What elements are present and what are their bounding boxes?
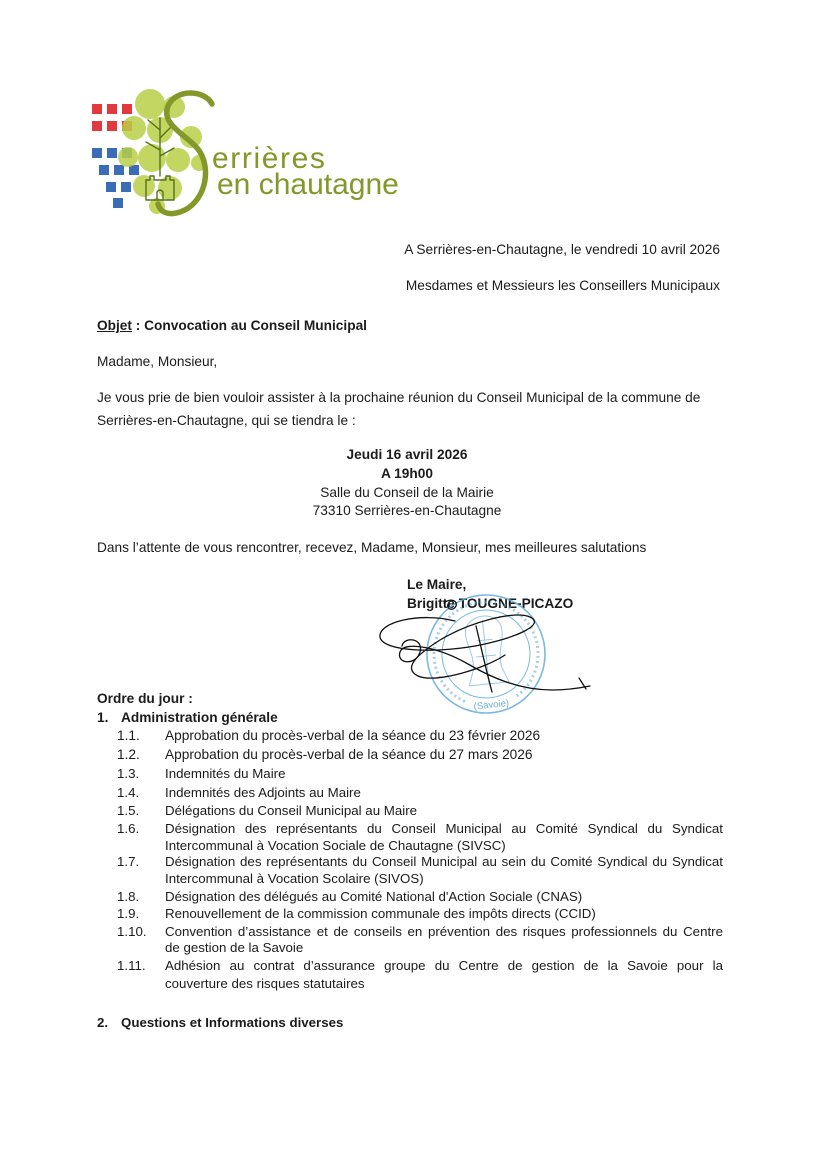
agenda-section-number: 2.	[97, 1015, 109, 1030]
stamp-text: (Savoie)	[473, 697, 510, 713]
meeting-time: A 19h00	[381, 466, 433, 481]
logo-name-line2: en chautagne	[217, 168, 399, 201]
meeting-address: 73310 Serrières-en-Chautagne	[312, 503, 502, 518]
meeting-date: Jeudi 16 avril 2026	[346, 447, 468, 462]
agenda-item-number: 1.8.	[117, 889, 140, 904]
agenda-item-number: 1.6.	[117, 821, 140, 836]
stamp-emblem-icon	[462, 614, 509, 686]
agenda-item-number: 1.10.	[117, 924, 147, 939]
agenda-item-text: Indemnités des Adjoints au Maire	[165, 785, 361, 800]
agenda-item-text: Désignation des représentants du Conseil Municipal au Comité Syndical du Syndicat	[165, 821, 723, 836]
agenda-item-text-continued: Intercommunal à Vocation Sociale de Chautagne (SIVSC)	[165, 838, 506, 853]
agenda-item-text: Approbation du procès-verbal de la séance du 27 mars 2026	[165, 747, 533, 762]
agenda-item-text: Convention d’assistance et de conseils en prévention des risques professionnels du Centre	[165, 924, 723, 939]
agenda-item-text: Désignation des délégués au Comité National d'Action Sociale (CNAS)	[165, 889, 583, 904]
municipality-logo	[85, 85, 415, 225]
agenda-item-number: 1.4.	[117, 785, 140, 800]
closing-formula: Dans l’attente de vous rencontrer, recevez, Madame, Monsieur, mes meilleures salutations	[97, 540, 647, 555]
agenda-heading: Ordre du jour :	[97, 691, 193, 706]
signatory-title: Le Maire,	[407, 577, 467, 592]
agenda-item-number: 1.11.	[117, 958, 146, 973]
agenda-item-number: 1.9.	[117, 906, 140, 921]
invitation-line-2: Serrières-en-Chautagne, qui se tiendra le :	[97, 413, 356, 428]
agenda-item-number: 1.2.	[117, 747, 140, 762]
agenda-item-text: Désignation des représentants du Conseil Municipal au sein du Comité Syndical du Syndicat	[165, 854, 723, 869]
agenda-item-text: Délégations du Conseil Municipal au Maire	[165, 803, 418, 818]
agenda-item-text-continued: Intercommunal à Vocation Scolaire (SIVOS)	[165, 871, 424, 886]
subject-label: Objet	[97, 318, 132, 333]
agenda-item-number: 1.3.	[117, 766, 140, 781]
agenda-item-text-continued: couverture des risques statutaires	[165, 976, 365, 991]
agenda-item-text-continued: de gestion de la Savoie	[165, 940, 304, 955]
agenda-item-text: Indemnités du Maire	[165, 766, 286, 781]
handwritten-signature	[380, 600, 590, 692]
agenda-section-number: 1.	[97, 710, 109, 725]
logo-name-line1: errières	[212, 142, 327, 175]
agenda-item-number: 1.7.	[117, 854, 140, 869]
agenda-section-title: Questions et Informations diverses	[121, 1015, 344, 1030]
agenda-item-text: Renouvellement de la commission communale des impôts directs (CCID)	[165, 906, 596, 921]
invitation-line-1: Je vous prie de bien vouloir assister à la prochaine réunion du Conseil Municipal de la commune de	[97, 390, 701, 405]
agenda-item-number: 1.1.	[117, 728, 140, 743]
salutation: Madame, Monsieur,	[97, 354, 218, 369]
subject-line	[97, 318, 367, 334]
agenda-item-number: 1.5.	[117, 803, 140, 818]
signatory-name: Brigitte TOUGNE-PICAZO	[407, 596, 574, 611]
recipients: Mesdames et Messieurs les Conseillers Municipaux	[405, 278, 720, 293]
agenda-item-text: Adhésion au contrat d’assurance groupe du Centre de gestion de la Savoie pour la	[165, 958, 723, 973]
meeting-venue: Salle du Conseil de la Mairie	[320, 485, 494, 500]
place-and-date: A Serrières-en-Chautagne, le vendredi 10 avril 2026	[404, 242, 720, 257]
subject-text: : Convocation au Conseil Municipal	[135, 318, 367, 333]
agenda-item-text: Approbation du procès-verbal de la séance du 23 février 2026	[165, 728, 541, 743]
agenda-section-title: Administration générale	[121, 710, 278, 725]
